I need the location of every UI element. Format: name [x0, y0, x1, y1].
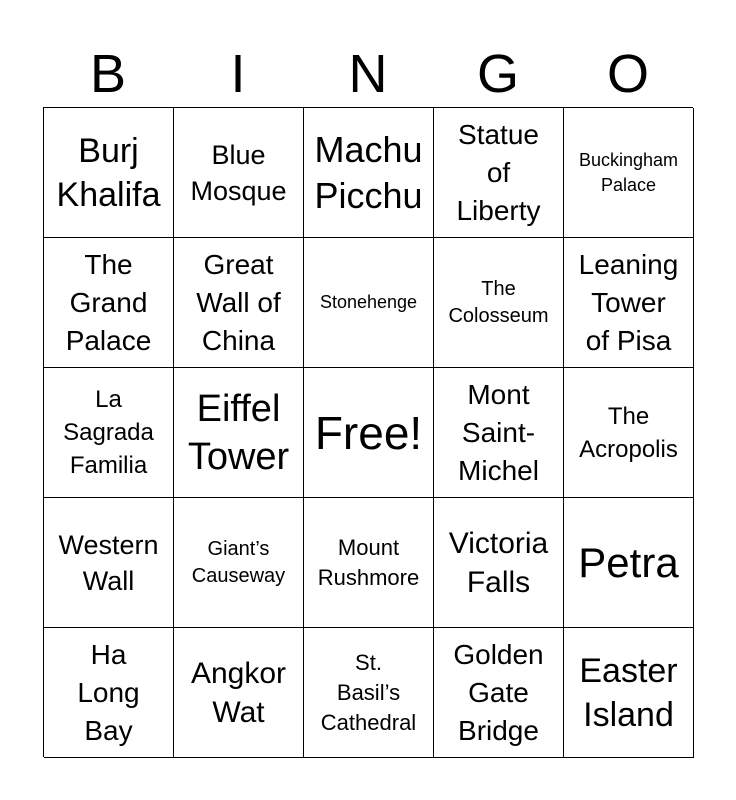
header-letter-o: O	[606, 44, 649, 104]
bingo-cell[interactable]	[174, 238, 304, 368]
cell-label: Giant’s Causeway	[191, 537, 286, 587]
bingo-cell[interactable]	[434, 368, 564, 498]
cell-label: Stonehenge	[319, 292, 418, 312]
cell-label: The Grand Palace	[65, 248, 152, 356]
bingo-cell[interactable]	[44, 498, 174, 628]
bingo-cell[interactable]	[44, 108, 174, 238]
bingo-cell[interactable]	[434, 108, 564, 238]
bingo-cell[interactable]	[564, 238, 694, 368]
cell-label: Leaning Tower of Pisa	[578, 248, 679, 356]
cell-label: Victoria Falls	[448, 526, 549, 599]
cell-label: Easter Island	[579, 651, 678, 734]
header-letter-g: G	[476, 44, 519, 104]
bingo-cell[interactable]	[174, 628, 304, 758]
free-space-cell[interactable]	[304, 368, 434, 498]
bingo-cell[interactable]	[44, 238, 174, 368]
cell-label: Mount Rushmore	[317, 534, 420, 590]
cell-label: Petra	[578, 538, 679, 586]
bingo-cell[interactable]	[304, 498, 434, 628]
bingo-cell[interactable]	[304, 238, 434, 368]
bingo-cell[interactable]	[304, 628, 434, 758]
cell-label: St. Basil’s Cathedral	[320, 649, 417, 735]
bingo-card-grid	[43, 107, 693, 757]
cell-label: Eiffel Tower	[187, 387, 290, 478]
cell-label: La Sagrada Familia	[63, 386, 154, 479]
bingo-cell[interactable]	[434, 238, 564, 368]
cell-label: Buckingham Palace	[578, 149, 679, 195]
cell-label: Golden Gate Bridge	[453, 638, 544, 746]
bingo-cell[interactable]	[564, 368, 694, 498]
bingo-header	[43, 40, 693, 108]
cell-label: Great Wall of China	[196, 248, 281, 356]
cell-label: Angkor Wat	[190, 656, 287, 729]
bingo-cell[interactable]	[304, 108, 434, 238]
bingo-cell[interactable]	[174, 368, 304, 498]
cell-label: The Acropolis	[579, 402, 678, 463]
cell-label: Ha Long Bay	[77, 638, 140, 746]
cell-label: Blue Mosque	[190, 139, 287, 206]
cell-label: Western Wall	[58, 529, 159, 596]
cell-label: Statue of Liberty	[456, 118, 541, 226]
cell-label: Mont Saint- Michel	[458, 378, 539, 486]
bingo-cell[interactable]	[564, 108, 694, 238]
header-letter-n: N	[348, 44, 388, 104]
bingo-cell[interactable]	[564, 498, 694, 628]
cell-label: The Colosseum	[448, 277, 549, 327]
free-space-label: Free!	[314, 406, 423, 459]
header-letter-i: I	[230, 44, 246, 104]
bingo-cell[interactable]	[174, 108, 304, 238]
bingo-cell[interactable]	[174, 498, 304, 628]
cell-label: Machu Picchu	[314, 128, 423, 216]
bingo-cell[interactable]	[564, 628, 694, 758]
cell-label: Burj Khalifa	[56, 131, 161, 214]
header-letter-b: B	[89, 44, 127, 104]
bingo-cell[interactable]	[434, 498, 564, 628]
bingo-cell[interactable]	[434, 628, 564, 758]
bingo-cell[interactable]	[44, 628, 174, 758]
bingo-cell[interactable]	[44, 368, 174, 498]
